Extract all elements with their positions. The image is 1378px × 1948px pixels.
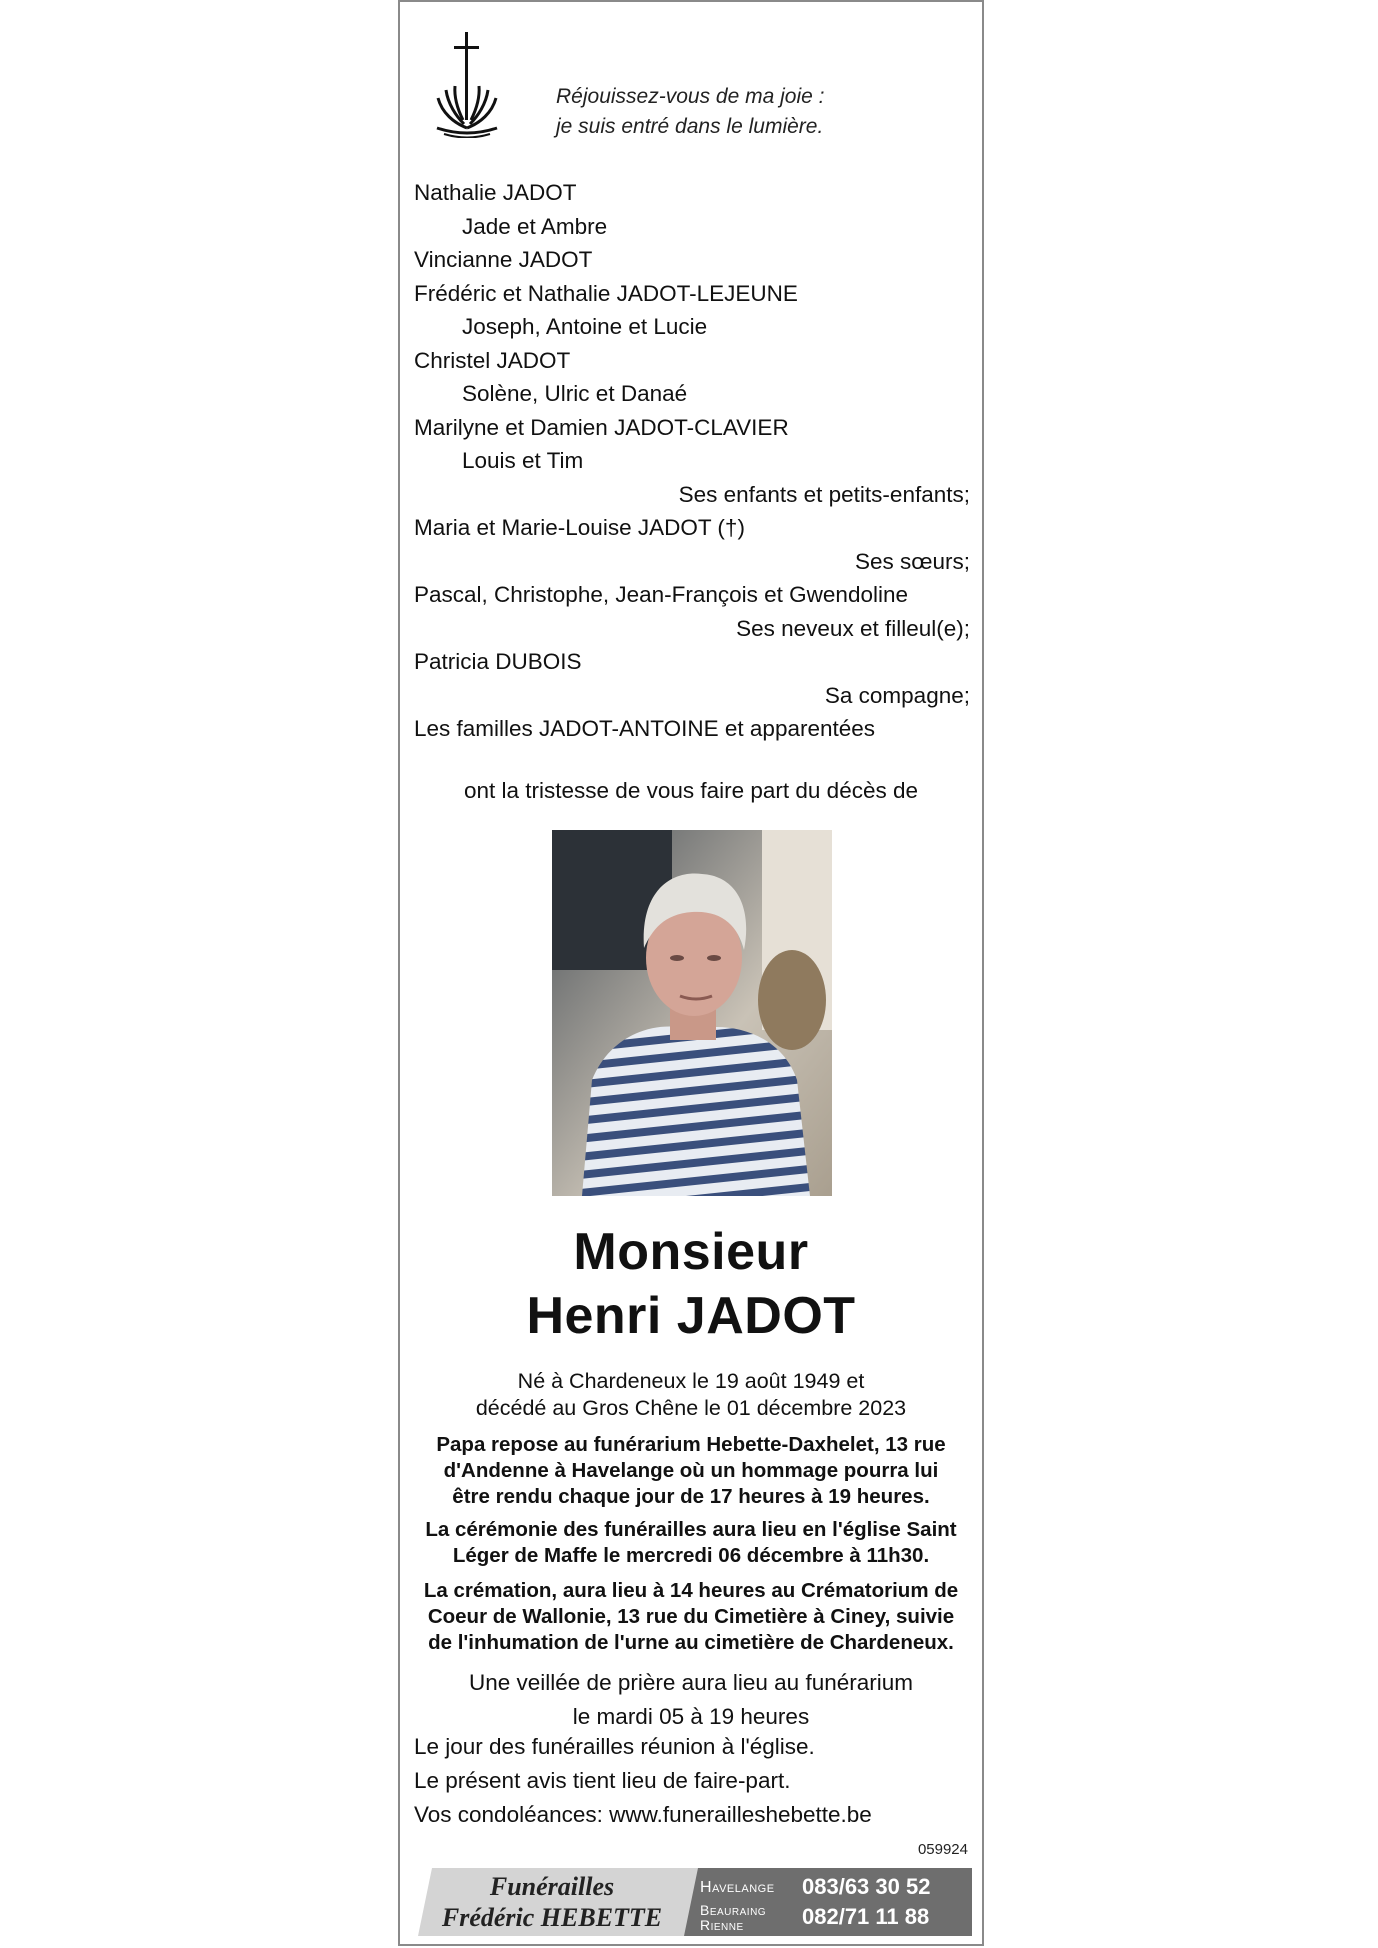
funeral-home-name-line: Funérailles xyxy=(489,1872,615,1901)
deceased-name: Henri JADOT xyxy=(526,1287,856,1345)
contact-row xyxy=(700,1873,970,1903)
family-line: Ses sœurs; xyxy=(854,548,970,574)
family-line: Nathalie JADOT xyxy=(414,180,577,205)
family-line: Les familles JADOT-ANTOINE et apparentées xyxy=(414,716,876,741)
ceremony-notice xyxy=(400,1517,982,1569)
contact-town: Havelange xyxy=(700,1879,775,1896)
dates-line: décédé au Gros Chêne le 01 décembre 2023 xyxy=(475,1396,907,1420)
family-line: Pascal, Christophe, Jean-François et Gwendoline xyxy=(414,582,909,607)
condolences-link[interactable]: Vos condoléances: www.funerailleshebette.be xyxy=(414,1802,872,1827)
notice-line: La cérémonie des funérailles aura lieu en l'église Saint xyxy=(425,1518,957,1541)
funeral-home-name xyxy=(418,1868,686,1933)
funeral-home-name-line: Frédéric HEBETTE xyxy=(441,1903,663,1932)
cremation-notice xyxy=(400,1578,982,1656)
contact-town-line: Beauraing xyxy=(700,1902,767,1918)
family-line: Sa compagne; xyxy=(824,682,970,708)
contact-town xyxy=(700,1903,766,1933)
closing-line: Le présent avis tient lieu de faire-part. xyxy=(414,1768,791,1793)
family-line: Vincianne JADOT xyxy=(414,247,593,272)
portrait-photo xyxy=(552,830,832,1196)
family-line: Patricia DUBOIS xyxy=(414,649,582,674)
contact-row xyxy=(700,1903,970,1933)
notice-line: le mardi 05 à 19 heures xyxy=(572,1704,810,1729)
vigil-notice xyxy=(400,1666,982,1734)
family-line: Christel JADOT xyxy=(414,347,571,373)
quote xyxy=(556,82,824,142)
cross-emblem-icon xyxy=(434,28,500,138)
family-line: Solène, Ulric et Danaé xyxy=(462,381,688,406)
contact-phone[interactable]: 082/71 11 88 xyxy=(802,1904,930,1929)
funeral-home-banner xyxy=(418,1868,972,1936)
notice-line: Coeur de Wallonie, 13 rue du Cimetière à Ciney, suivie xyxy=(427,1605,955,1628)
contact-phone[interactable]: 083/63 30 52 xyxy=(802,1874,931,1899)
family-line: Louis et Tim xyxy=(462,448,584,473)
notice-line: être rendu chaque jour de 17 heures à 19 heures. xyxy=(452,1485,930,1508)
birth-death-dates xyxy=(400,1368,982,1422)
family-line: Marilyne et Damien JADOT-CLAVIER xyxy=(414,414,789,440)
quote-line: je suis entré dans le lumière. xyxy=(556,115,824,138)
funeral-home-contacts xyxy=(700,1873,970,1933)
notice-line: La crémation, aura lieu à 14 heures au Crématorium de xyxy=(423,1579,959,1602)
deceased-name-block xyxy=(400,1220,982,1348)
notice-line: de l'inhumation de l'urne au cimetière de Chardeneux. xyxy=(428,1631,954,1654)
family-list xyxy=(414,176,970,746)
family-line: Joseph, Antoine et Lucie xyxy=(462,314,708,339)
notice-line: Une veillée de prière aura lieu au funérarium xyxy=(468,1670,913,1695)
notice-line: Léger de Maffe le mercredi 06 décembre à 11h30. xyxy=(452,1544,930,1567)
family-line: Ses neveux et filleul(e); xyxy=(736,615,970,641)
obituary-card xyxy=(398,0,984,1946)
funerarium-notice xyxy=(400,1432,982,1510)
announcement-intro: ont la tristesse de vous faire part du décès de xyxy=(463,778,918,803)
family-line: Jade et Ambre xyxy=(462,213,608,239)
closing-line: Le jour des funérailles réunion à l'église. xyxy=(414,1734,815,1759)
deceased-title: Monsieur xyxy=(573,1223,809,1281)
family-line: Ses enfants et petits-enfants; xyxy=(678,481,970,507)
contact-town-line: Rienne xyxy=(700,1917,744,1933)
dates-line: Né à Chardeneux le 19 août 1949 et xyxy=(517,1369,865,1393)
closing-text xyxy=(414,1730,872,1832)
reference-number: 059924 xyxy=(917,1841,968,1858)
quote-line: Réjouissez-vous de ma joie : xyxy=(556,85,825,108)
family-line: Maria et Marie-Louise JADOT (†) xyxy=(414,515,745,540)
family-line: Frédéric et Nathalie JADOT-LEJEUNE xyxy=(414,280,798,306)
notice-line: Papa repose au funérarium Hebette-Daxhelet, 13 rue xyxy=(436,1433,946,1456)
notice-line: d'Andenne à Havelange où un hommage pourra lui xyxy=(443,1459,939,1482)
